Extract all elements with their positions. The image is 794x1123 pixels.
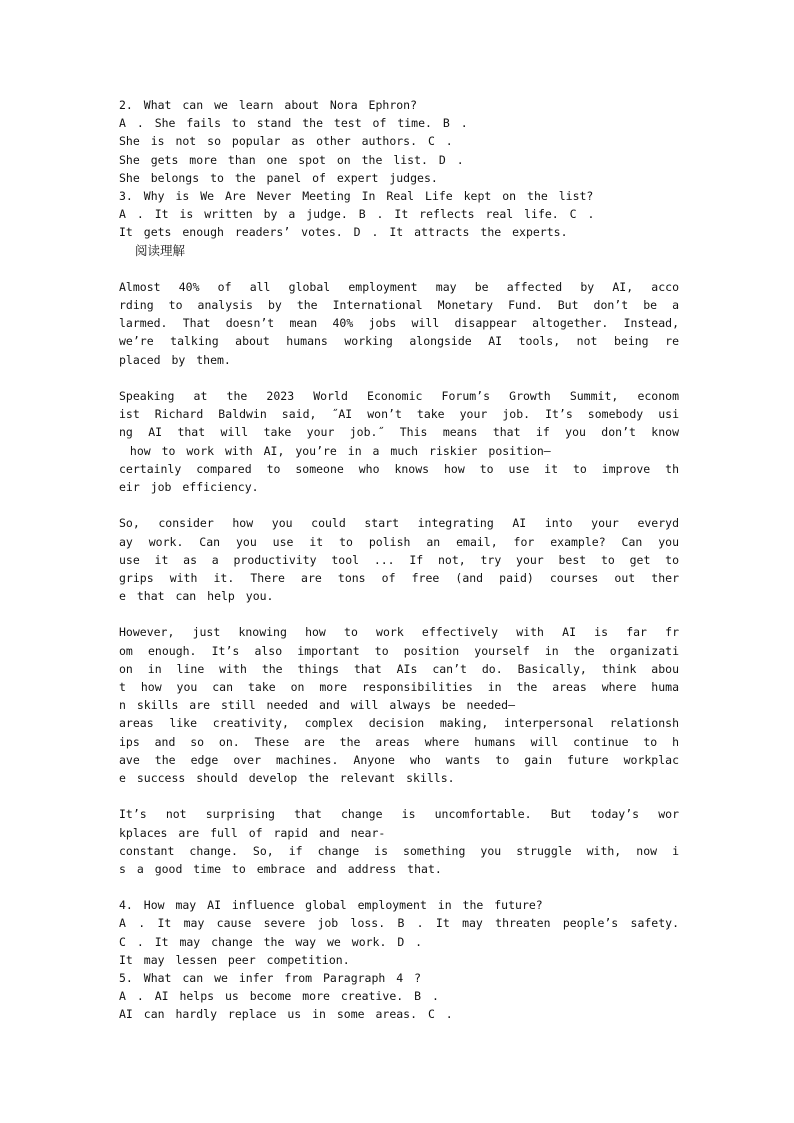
- section-heading: 阅读理解: [135, 242, 186, 258]
- passage-line: ist Richard Baldwin said, ˝AI won’t take your job. It’s somebody usi: [119, 407, 679, 422]
- paragraph-gap: [119, 260, 679, 278]
- passage-line: grips with it. There are tons of free (and paid) courses out ther: [119, 570, 679, 585]
- passage-line: So, consider how you could start integrating AI into your everyd: [119, 516, 679, 531]
- passage-line: e success should develop the relevant skills.: [119, 770, 455, 785]
- question-line: AI can hardly replace us in some areas. C .: [119, 1007, 453, 1022]
- passage-line: use it as a productivity tool ... If not, try your best to get to: [119, 552, 679, 567]
- passage-line: placed by them.: [119, 352, 231, 367]
- question-line: It may lessen peer competition.: [119, 952, 350, 967]
- passage-line: how to work with AI, you’re in a much riskier position—: [119, 443, 551, 458]
- question-line: She belongs to the panel of expert judges.: [119, 170, 438, 185]
- passage-line: However, just knowing how to work effectively with AI is far fr: [119, 625, 679, 640]
- question-line: A . It may cause severe job loss. B . It may threaten people’s safety.: [119, 916, 679, 931]
- question-line: 4. How may AI influence global employment in the future?: [119, 898, 543, 913]
- passage-line: eir job efficiency.: [119, 479, 259, 494]
- question-line: 2. What can we learn about Nora Ephron?: [119, 98, 418, 112]
- paragraph-gap: [119, 878, 679, 896]
- passage-line: rding to analysis by the International Monetary Fund. But don’t be a: [119, 298, 679, 313]
- passage-line: Speaking at the 2023 World Economic Forum’s Growth Summit, econom: [119, 389, 679, 403]
- question-line: 3. Why is We Are Never Meeting In Real Life kept on the list?: [119, 188, 594, 203]
- passage-line: ave the edge over machines. Anyone who wants to gain future workplac: [119, 752, 679, 767]
- paragraph-gap: [119, 787, 679, 805]
- passage-line: certainly compared to someone who knows how to use it to improve th: [119, 461, 679, 476]
- question-line: 5. What can we infer from Paragraph 4 ?: [119, 971, 422, 985]
- question-line: A . AI helps us become more creative. B .: [119, 989, 439, 1004]
- passage-line: larmed. That doesn’t mean 40% jobs will disappear altogether. Instead,: [119, 316, 679, 331]
- passage-line: t how you can take on more responsibilities in the areas where huma: [119, 680, 679, 694]
- passage-line: constant change. So, if change is something you struggle with, now i: [119, 843, 679, 858]
- passage-line: n skills are still needed and will always be needed—: [119, 698, 516, 713]
- question-line: A . She fails to stand the test of time. B .: [119, 116, 468, 131]
- passage-line: Almost 40% of all global employment may be affected by AI, acco: [119, 279, 679, 294]
- passage-line: It’s not surprising that change is uncomfortable. But today’s wor: [119, 807, 679, 822]
- passage-line: e that can help you.: [119, 589, 274, 604]
- document-body: [119, 96, 679, 1024]
- paragraph-gap: [119, 369, 679, 387]
- passage-line: om enough. It’s also important to position yourself in the organizati: [119, 643, 679, 658]
- passage-line: ips and so on. These are the areas where humans will continue to h: [119, 734, 679, 749]
- question-line: C . It may change the way we work. D .: [119, 934, 423, 949]
- paragraph-gap: [119, 605, 679, 623]
- passage-line: ng AI that will take your job.˝ This means that if you don’t know: [119, 425, 679, 440]
- passage-line: on in line with the things that AIs can’t do. Basically, think abou: [119, 661, 679, 676]
- question-line: She gets more than one spot on the list. D .: [119, 152, 464, 167]
- passage-line: s a good time to embrace and address that.: [119, 861, 442, 876]
- passage-line: we’re talking about humans working alongside AI tools, not being re: [119, 334, 679, 349]
- passage-line: kplaces are full of rapid and near-: [119, 825, 386, 840]
- question-line: A . It is written by a judge. B . It reflects real life. C .: [119, 207, 595, 222]
- passage-line: ay work. Can you use it to polish an email, for example? Can you: [119, 534, 679, 549]
- paragraph-gap: [119, 496, 679, 514]
- question-line: She is not so popular as other authors. C .: [119, 134, 453, 149]
- question-line: It gets enough readers’ votes. D . It attracts the experts.: [119, 225, 568, 240]
- passage-line: areas like creativity, complex decision making, interpersonal relationsh: [119, 716, 679, 731]
